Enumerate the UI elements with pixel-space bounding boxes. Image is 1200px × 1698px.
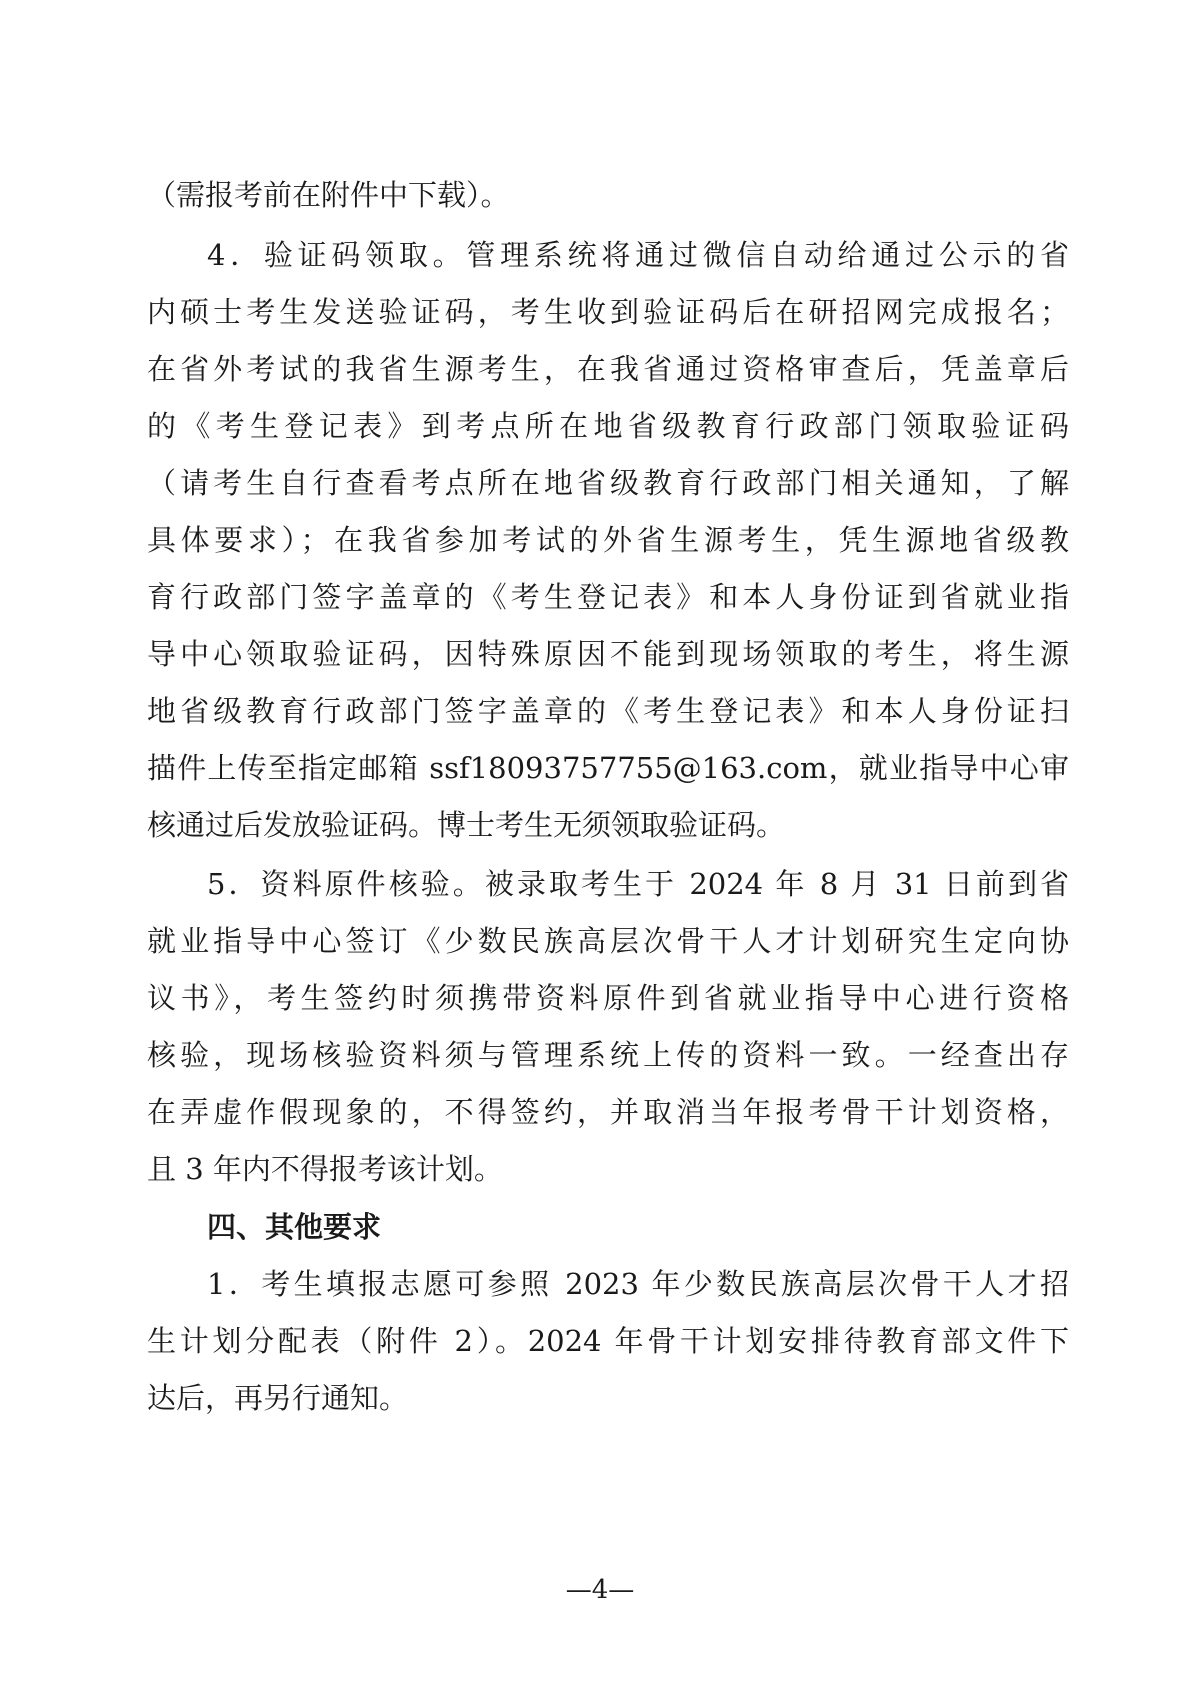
body-line: 5．资料原件核验。被录取考生于 2024 年 8 月 31 日前到省 [207, 867, 1069, 901]
body-line: 育行政部门签字盖章的《考生登记表》和本人身份证到省就业指 [147, 580, 1069, 614]
page-number: —4— [565, 1575, 635, 1605]
body-line: 内硕士考生发送验证码，考生收到验证码后在研招网完成报名； [147, 295, 1069, 329]
body-line: 的《考生登记表》到考点所在地省级教育行政部门领取验证码 [147, 409, 1069, 443]
body-line: 具体要求）；在我省参加考试的外省生源考生，凭生源地省级教 [147, 523, 1069, 557]
body-line: 在弄虚作假现象的，不得签约，并取消当年报考骨干计划资格， [147, 1095, 1069, 1129]
body-line: 生计划分配表（附件 2）。2024 年骨干计划安排待教育部文件下 [147, 1324, 1069, 1358]
body-line: 且 3 年内不得报考该计划。 [147, 1152, 503, 1186]
body-line: 核通过后发放验证码。博士考生无须领取验证码。 [147, 808, 786, 842]
body-line: 1．考生填报志愿可参照 2023 年少数民族高层次骨干人才招 [207, 1267, 1069, 1301]
body-line: 4．验证码领取。管理系统将通过微信自动给通过公示的省 [207, 238, 1069, 272]
body-line: 核验，现场核验资料须与管理系统上传的资料一致。一经查出存 [147, 1038, 1069, 1072]
body-line: 地省级教育行政部门签字盖章的《考生登记表》和本人身份证扫 [147, 694, 1069, 728]
body-line: 就业指导中心签订《少数民族高层次骨干人才计划研究生定向协 [147, 924, 1069, 958]
body-line: （请考生自行查看考点所在地省级教育行政部门相关通知，了解 [147, 466, 1069, 500]
body-line: 导中心领取验证码，因特殊原因不能到现场领取的考生，将生源 [147, 637, 1069, 671]
body-line: 在省外考试的我省生源考生，在我省通过资格审查后，凭盖章后 [147, 352, 1069, 386]
body-line: （需报考前在附件中下载）。 [147, 178, 510, 212]
section-heading: 四、其他要求 [207, 1210, 382, 1244]
body-line: 达后，再另行通知。 [147, 1381, 409, 1415]
body-line: 议书》，考生签约时须携带资料原件到省就业指导中心进行资格 [147, 981, 1069, 1015]
body-line-email: 描件上传至指定邮箱 ssf18093757755@163.com，就业指导中心审 [147, 751, 1069, 785]
